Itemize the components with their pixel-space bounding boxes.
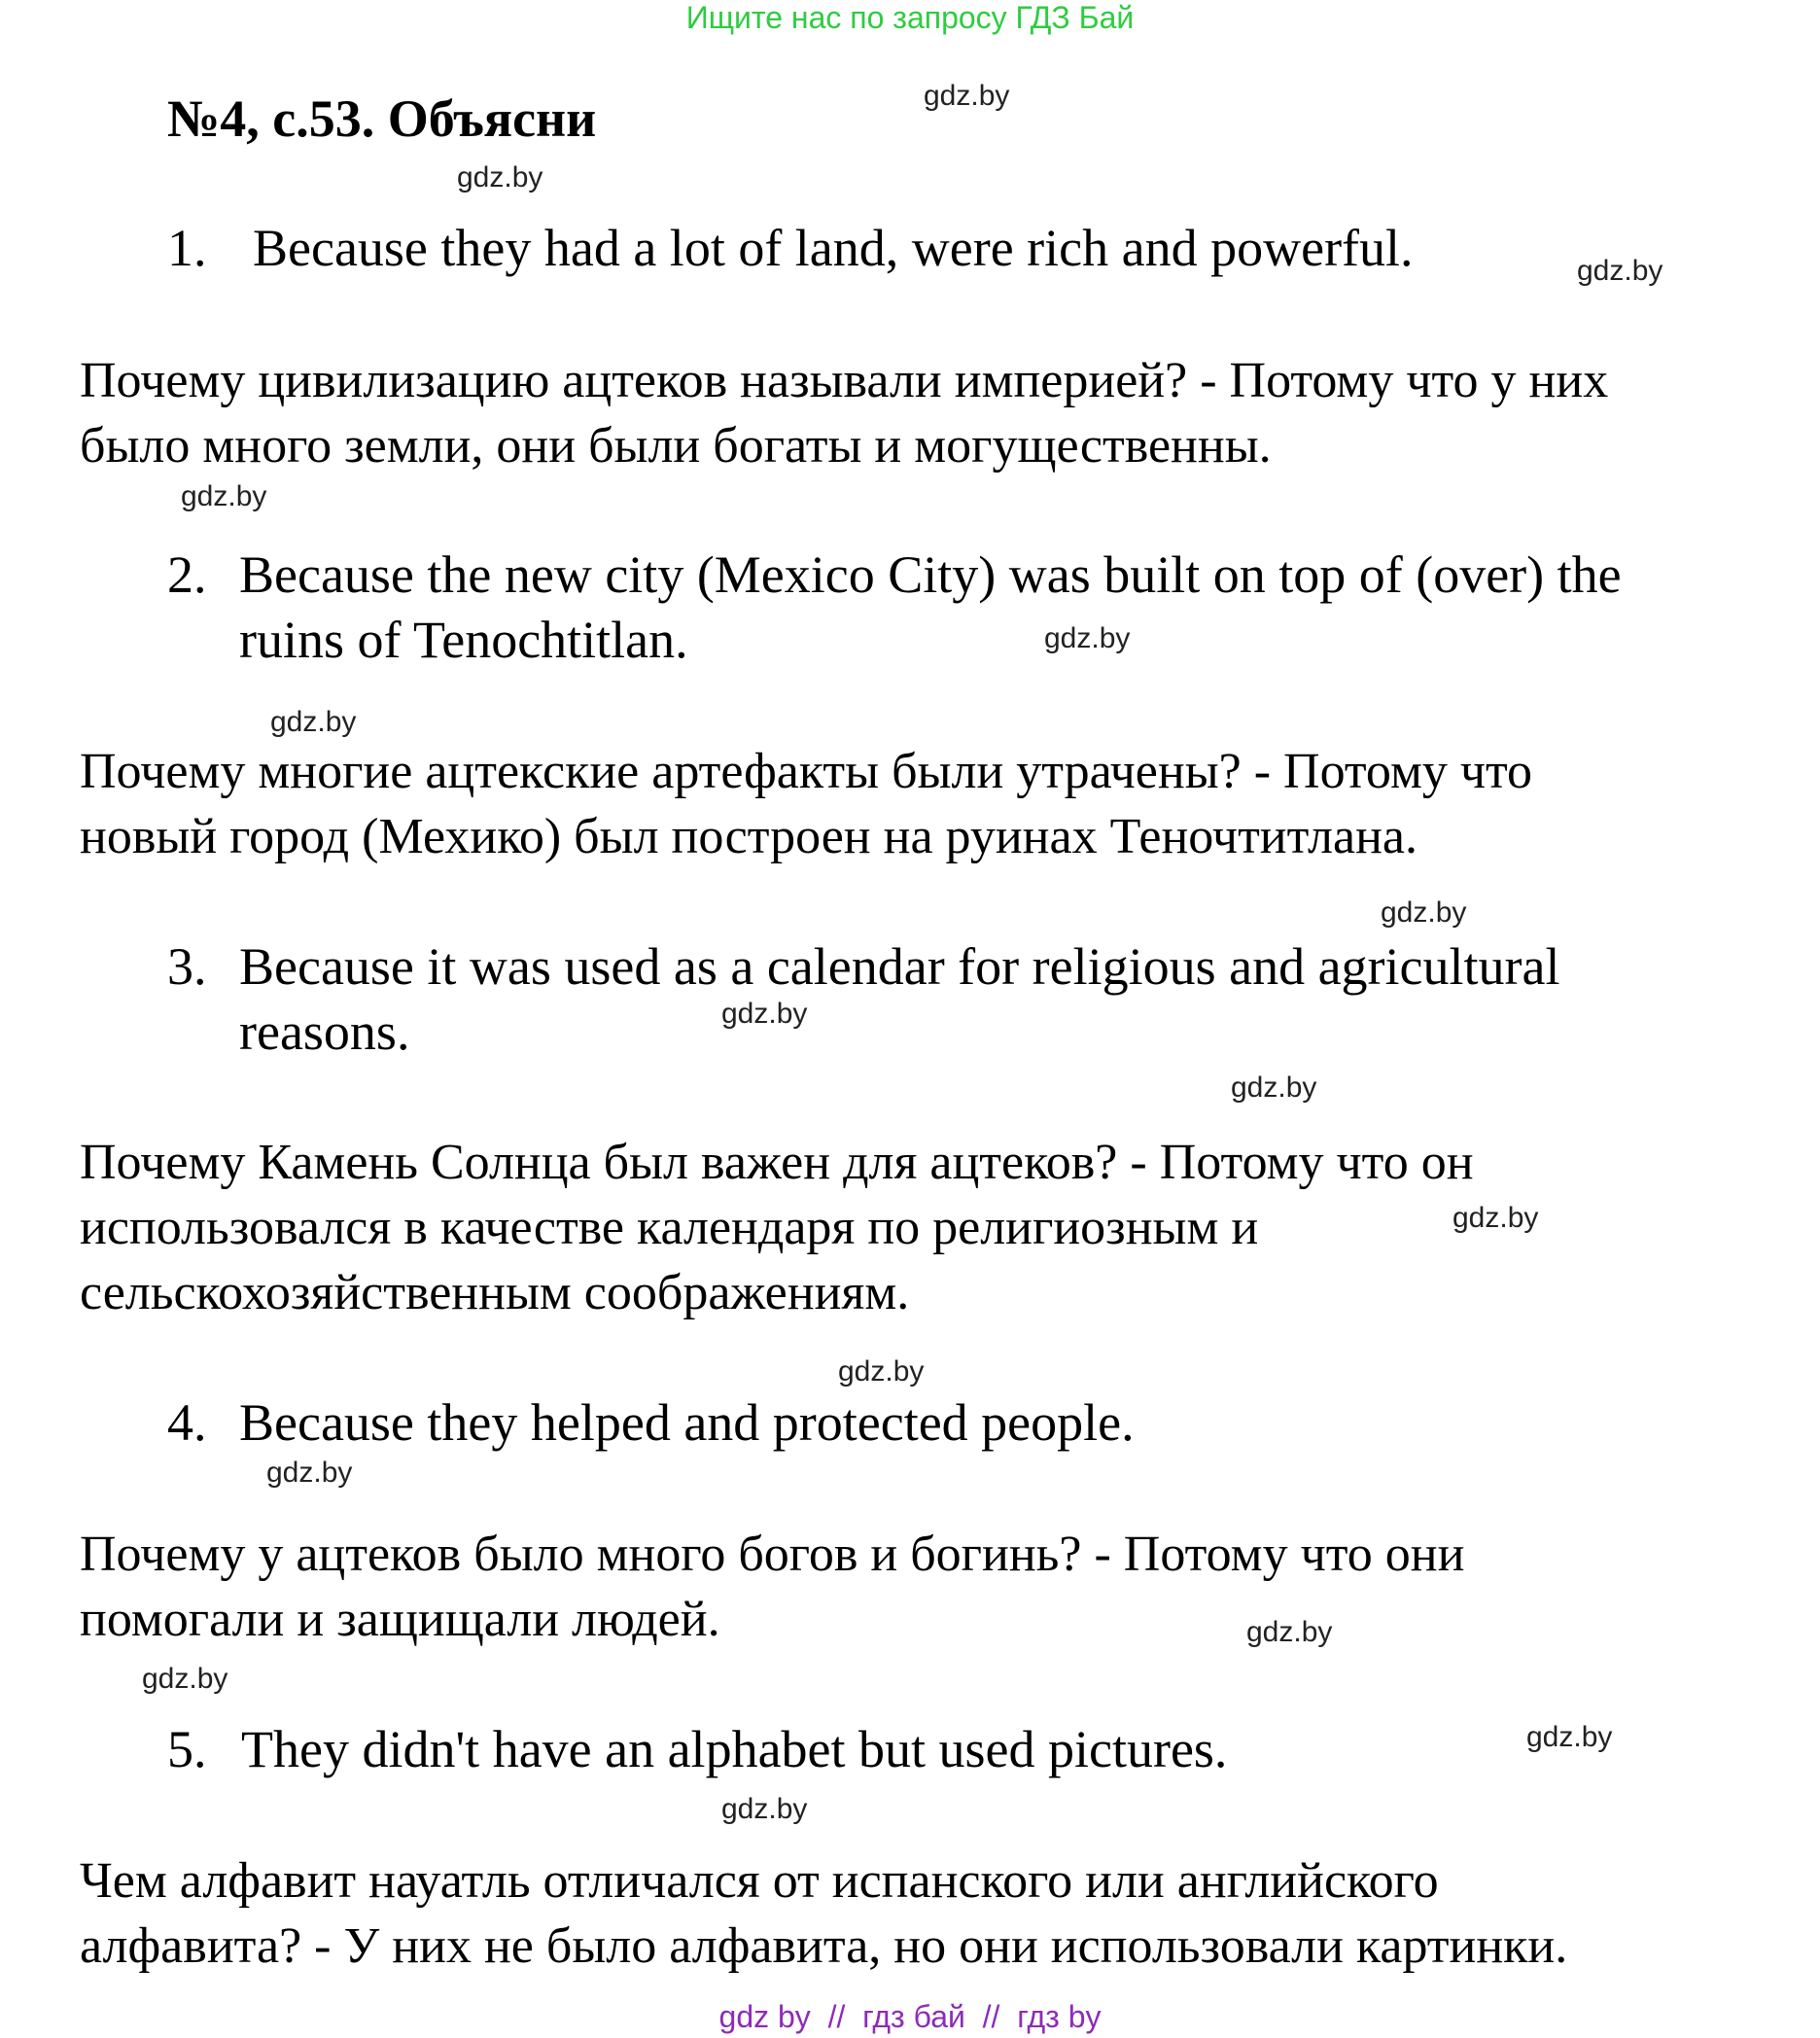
answer-1-en-line-1: Because they had a lot of land, were rich and powerful. [253, 219, 1414, 277]
footer-link-gdz-by-cyr[interactable]: гдз by [1017, 1999, 1102, 2034]
answer-4-en [167, 1390, 1135, 1456]
answer-4-ru-line-1: Почему у ацтеков было много богов и богинь? - Потому что они [80, 1527, 1465, 1582]
answer-5-en [167, 1717, 1227, 1782]
answer-5-number: 5. [167, 1720, 207, 1778]
watermark: gdz.by [181, 480, 267, 512]
answer-5-en-line-1: They didn't have an alphabet but used pictures. [241, 1720, 1228, 1778]
answer-5-ru-line-1: Чем алфавит науатль отличался от испанского или английского [80, 1853, 1439, 1909]
page-title: №4, с.53. Объясни [167, 89, 597, 148]
footer-link-gdz-by[interactable]: gdz by [718, 1999, 811, 2034]
watermark: gdz.by [1246, 1616, 1333, 1648]
watermark: gdz.by [1452, 1202, 1539, 1234]
answer-3-ru-line-1: Почему Камень Солнца был важен для ацтеков? - Потому что он [80, 1135, 1474, 1190]
watermark: gdz.by [721, 1793, 808, 1825]
footer-separator: // [827, 1999, 846, 2034]
watermark: gdz.by [924, 80, 1010, 112]
watermark: gdz.by [721, 998, 808, 1030]
answer-4-number: 4. [167, 1393, 207, 1452]
answer-1-ru-line-2: было много земли, они были богаты и могущественны. [80, 418, 1272, 474]
answer-3-en [167, 934, 1559, 1000]
answer-1-en [167, 216, 1414, 281]
answer-2-ru-line-2: новый город (Мехико) был построен на руинах Теночтитлана. [80, 809, 1418, 864]
watermark: gdz.by [457, 161, 543, 193]
answer-1-number: 1. [167, 219, 207, 277]
watermark: gdz.by [142, 1663, 228, 1695]
answer-5-ru-line-2: алфавита? - У них не было алфавита, но они использовали картинки. [80, 1918, 1568, 1974]
footer-links [0, 1999, 1820, 2034]
answer-3-ru-line-2: использовался в качестве календаря по религиозным и [80, 1200, 1259, 1255]
answer-3-number: 3. [167, 937, 207, 996]
watermark: gdz.by [1526, 1721, 1613, 1753]
footer-separator: // [982, 1999, 1000, 2034]
watermark: gdz.by [1044, 622, 1131, 654]
footer-link-gdz-bai[interactable]: гдз бай [862, 1999, 965, 2034]
answer-4-en-line-1: Because they helped and protected people. [239, 1393, 1135, 1452]
watermark: gdz.by [838, 1355, 925, 1388]
answer-2-number: 2. [167, 545, 207, 604]
answer-3-en-line-1: Because it was used as a calendar for religious and agricultural [239, 937, 1560, 996]
answer-3-en-line-2: reasons. [239, 1002, 410, 1061]
answer-4-ru-line-2: помогали и защищали людей. [80, 1592, 720, 1647]
answer-2-en-line-2: ruins of Tenochtitlan. [239, 611, 688, 669]
answer-2-en-line-1: Because the new city (Mexico City) was built on top of (over) the [239, 545, 1622, 604]
watermark: gdz.by [1577, 255, 1663, 287]
answer-2-en [167, 543, 1622, 608]
watermark: gdz.by [270, 706, 357, 738]
site-banner[interactable]: Ищите нас по запросу ГДЗ Бай [685, 0, 1135, 35]
answer-3-ru-line-3: сельскохозяйственным соображениям. [80, 1265, 910, 1320]
watermark: gdz.by [1231, 1072, 1317, 1104]
watermark: gdz.by [1381, 896, 1467, 929]
answer-1-ru-line-1: Почему цивилизацию ацтеков называли империей? - Потому что у них [80, 353, 1609, 408]
watermark: gdz.by [266, 1457, 353, 1489]
answer-2-ru-line-1: Почему многие ацтекские артефакты были утрачены? - Потому что [80, 744, 1533, 799]
